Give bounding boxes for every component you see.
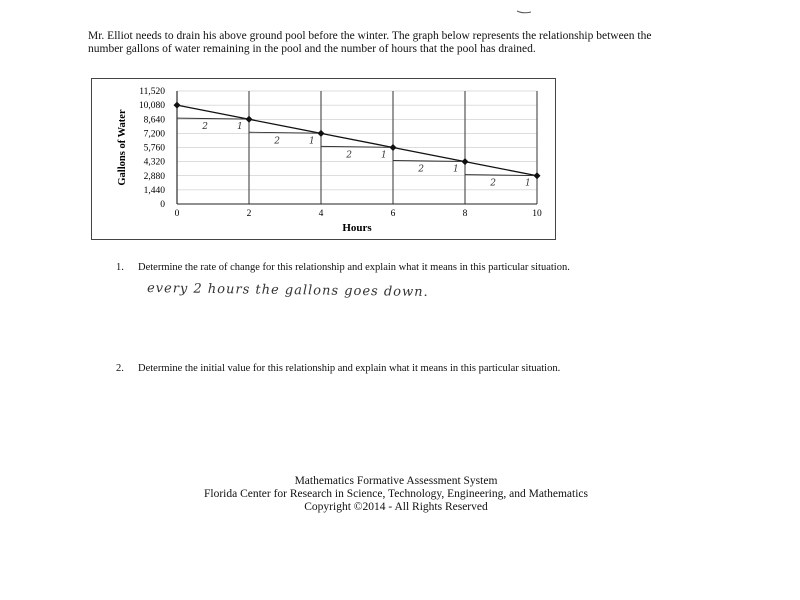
pool-drain-chart [92,79,557,241]
run-annotation: 2 [274,136,280,147]
chart-frame [91,78,556,240]
question-1-text: Determine the rate of change for this relationship and explain what it means in this particular situation. [138,262,570,273]
data-point [462,158,469,165]
run-annotation: 2 [202,122,208,133]
footer-line-2: Florida Center for Research in Science, Technology, Engineering, and Mathematics [203,488,588,500]
y-tick-label: 10,080 [138,101,165,112]
y-tick-label: 7,200 [143,129,165,140]
rise-annotation: 1 [453,164,459,175]
x-tick-label: 8 [462,209,468,219]
series-line [177,105,537,176]
y-tick-label: 1,440 [143,185,165,196]
x-tick-label: 10 [532,209,542,219]
footer-line-3: Copyright ©2014 - All Rights Reserved [304,501,488,513]
handwritten-answer-1: every 2 hours the gallons goes down. [146,281,429,300]
x-tick-label: 6 [390,209,396,219]
rise-annotation: 1 [309,136,315,147]
y-tick-label: 8,640 [143,115,165,126]
data-point [390,144,397,151]
rise-annotation: 1 [381,150,387,161]
y-tick-label: 0 [160,200,165,210]
data-point [174,102,181,109]
problem-intro: Mr. Elliot needs to drain his above ground pool before the winter. The graph below represents the relationship between the number gallons of water remaining in the pool and the number of hours that the pool has drained. [88,30,652,55]
scan-mark [515,8,535,16]
data-point [246,116,253,123]
question-2-text: Determine the initial value for this relationship and explain what it means in this particular situation. [138,363,561,374]
data-point [318,130,325,137]
run-annotation: 2 [418,164,424,175]
y-tick-label: 2,880 [143,171,165,182]
y-tick-label: 11,520 [139,87,165,97]
question-1-number: 1. [116,262,124,273]
data-point [534,172,541,179]
x-tick-label: 2 [246,209,252,219]
x-tick-label: 0 [174,209,180,219]
run-annotation: 2 [490,178,496,189]
y-axis-title: Gallons of Water [117,109,128,186]
footer [0,475,800,514]
rise-annotation: 1 [525,178,531,189]
rise-annotation: 1 [237,122,243,133]
x-tick-label: 4 [318,209,324,219]
run-annotation: 2 [346,150,352,161]
x-axis-title: Hours [342,222,372,234]
y-tick-label: 4,320 [143,157,165,168]
y-tick-label: 5,760 [143,143,165,154]
question-2-number: 2. [116,363,124,374]
footer-line-1: Mathematics Formative Assessment System [294,475,498,487]
